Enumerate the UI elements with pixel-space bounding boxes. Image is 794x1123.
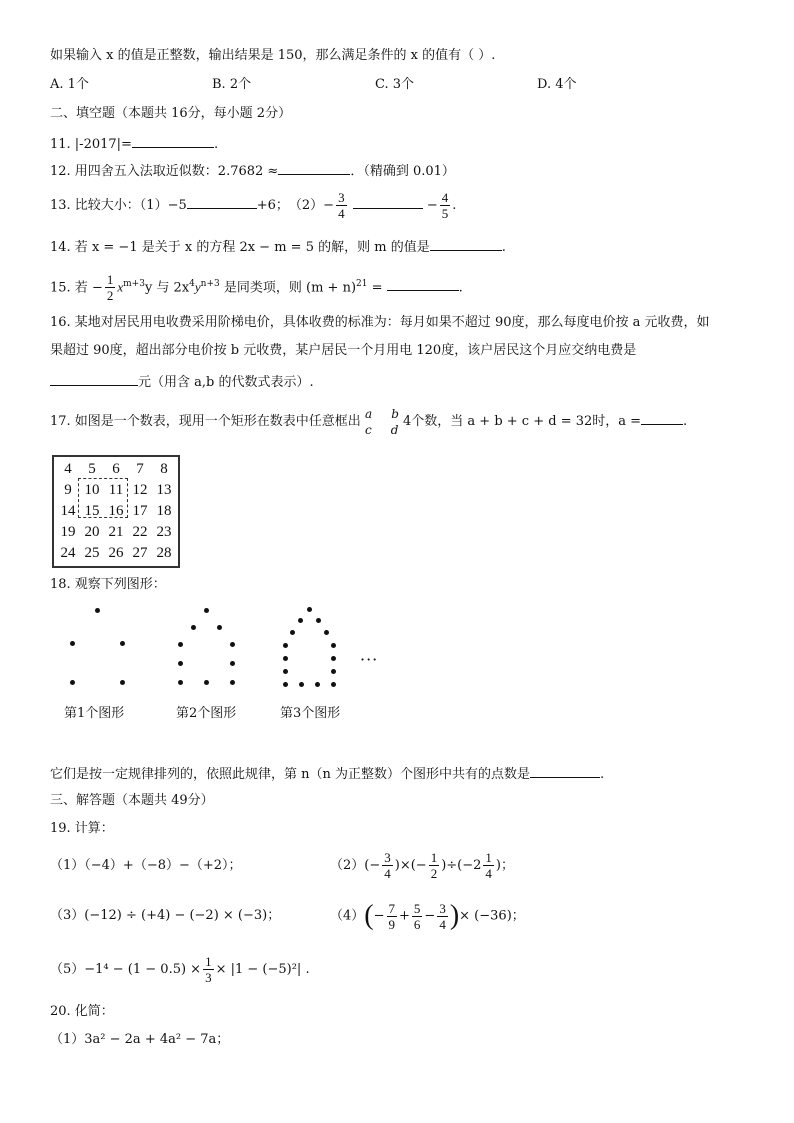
q13-post: . [452,198,457,213]
q18-title: 18. 观察下列图形： [50,577,166,592]
q13-blank-1 [187,194,257,209]
q18-question: 它们是按一定规律排列的，依照此规律，第 n（n 为正整数）个图形中共有的点数是 . [50,763,604,784]
caption-figure-3: 第3个图形 [280,706,341,721]
q12-text: 12. 用四舍五入法取近似数：2.7682 ≈ [50,164,279,179]
q17-abcd-box: a b c d [364,406,399,437]
q19-part5: （5）−1⁴ − (1 − 0.5) × $\frac{1}{3}$ × |1 − (−5)²| . [50,954,310,985]
q16-line1: 16. 某地对居民用电收费采用阶梯电价，具体收费的标准为：每月如果不超过 90度，那么每度电价按 a 元收费，如 [50,315,710,330]
q13-fraction-1: $\frac{3}{4}$ [338,190,345,221]
section2-heading: 二、填空题（本题共 16分，每小题 2分） [50,106,292,121]
q14-text: 14. 若 x = −1 是关于 x 的方程 2x − m = 5 的解，则 m 的值是 [50,240,430,255]
q10-option-d: D. 4个 [537,77,577,92]
dashed-selection-rectangle [78,478,128,518]
q20-part1: （1）3a² − 2a + 4a² − 7a； [50,1032,230,1047]
q17-blank [641,410,683,425]
q14 [50,236,506,257]
section3-heading: 三、解答题（本题共 49分） [50,793,214,808]
q16-line2: 果超过 90度，超出部分电价按 b 元收费，某户居民一个月用电 120度，该户居民这个月应交纳电费是 [50,343,637,358]
q15-blank [387,276,459,291]
q19-title: 19. 计算： [50,821,114,836]
q18-blank [530,763,600,778]
q14-post: . [501,240,506,255]
q11-text: 11. |-2017|= [50,137,132,152]
q10-option-c: C. 3个 [375,77,415,92]
q15-fraction: $\frac{1}{2}$ [106,272,114,304]
q14-blank [430,236,502,251]
q16-blank [50,371,138,386]
q12-blank [278,160,350,175]
ellipsis: ··· [360,650,379,669]
q15-text: 15. 若 − [50,280,103,296]
q13-mid: +6； （2）− [256,198,335,213]
q13-minus: − [426,198,438,213]
q19-part3: （3）(−12) ÷ (+4) − (−2) × (−3)； [50,908,281,923]
q20-title: 20. 化简： [50,1004,114,1019]
q10-stem: 如果输入 x 的值是正整数，输出结果是 150，那么满足条件的 x 的值有（ ）. [50,48,496,63]
q10-option-a: A. 1个 [50,77,89,92]
q12 [50,160,455,181]
caption-figure-2: 第2个图形 [176,706,237,721]
q13-text: 13. 比较大小：（1）−5 [50,198,187,213]
q11-post: . [213,137,219,152]
q13-blank-2 [353,194,423,209]
q19-part4: （4）(− $\frac{7}{9}$ + $\frac{5}{6}$ − $\frac{3}{4}$ )× (−36)； [330,900,525,932]
q11-blank [132,133,214,148]
q17-text: 17. 如图是一个数表，现用一个矩形在数表中任意框出 [50,414,361,429]
q10-option-b: B. 2个 [212,77,252,92]
q13 [50,188,456,224]
number-table: 4 5 6 7 8 9 10 11 12 13 14 15 16 17 18 19 20 21 22 23 24 25 26 27 28 [52,455,180,568]
q19-part1: （1）（−4）+（−8）−（+2）； [50,858,242,873]
q12-post: ．（精确到 0.01） [350,164,455,179]
q13-fraction-2: $\frac{4}{5}$ [441,190,449,221]
caption-figure-1: 第1个图形 [64,706,125,721]
q15: 15. 若 − $\frac{1}{2}$ $x^{m+3}y$ 与 $2x^4y^{n+3}$ 是同类项，则 $(m + n)^{21}$ = . [50,272,463,304]
q11 [50,133,218,154]
q19-part2: （2）(− $\frac{3}{4}$ )×(− $\frac{1}{2}$ )÷(−2 $\frac{1}{4}$ )； [330,850,514,881]
q16-line3: 元（用含 a,b 的代数式表示）. [50,371,314,392]
q17: 17. 如图是一个数表，现用一个矩形在数表中任意框出 a b c d 4个数，当 a + b + c + d = 32时，a = . [50,406,688,437]
